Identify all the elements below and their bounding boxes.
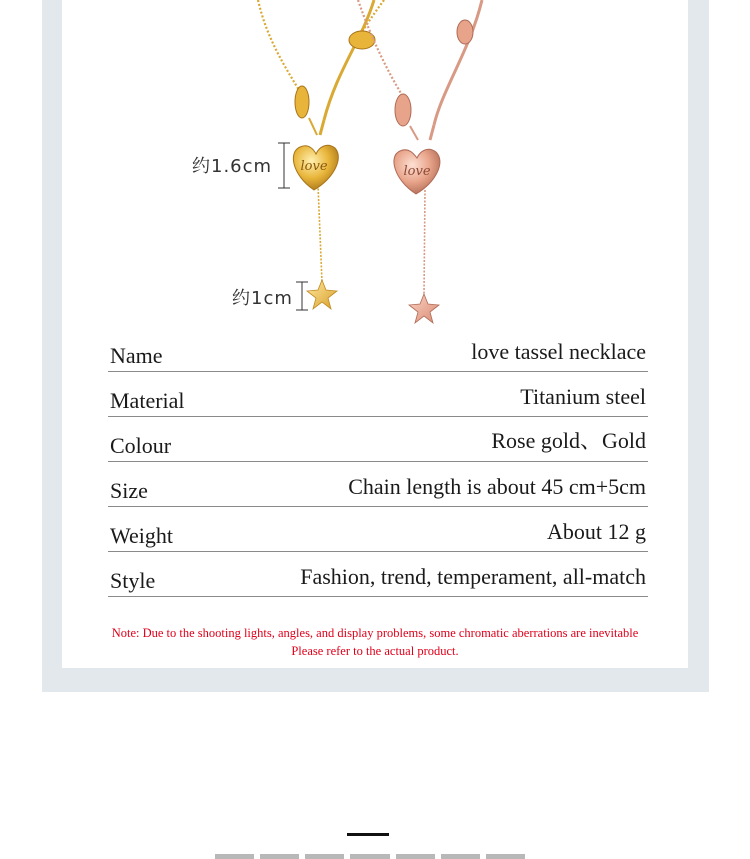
disclaimer-line-1: Note: Due to the shooting lights, angles, and display problems, some chromatic aberrations are inevitable (111, 626, 639, 640)
spec-key: Style (110, 568, 156, 593)
rose-gold-necklace (358, 0, 482, 294)
spec-row-weight (108, 506, 648, 552)
spec-value: Fashion, trend, temperament, all-match (300, 564, 646, 589)
product-card (62, 0, 688, 668)
spec-value: About 12 g (547, 519, 646, 544)
star-charm-icon (307, 280, 337, 309)
svg-text:love: love (300, 159, 328, 174)
spec-key: Weight (110, 523, 173, 548)
rose-heart-pendant-icon (394, 149, 440, 194)
spec-row-colour (108, 416, 648, 462)
spec-key: Name (110, 343, 163, 368)
section-divider (347, 833, 389, 836)
spec-key: Colour (110, 433, 172, 458)
spec-row-size (108, 461, 648, 507)
spec-row-material (108, 371, 648, 417)
spec-key: Material (110, 388, 185, 413)
spec-row-style (108, 551, 648, 597)
spec-row-name (108, 326, 648, 372)
spec-value: Chain length is about 45 cm+5cm (348, 474, 646, 499)
svg-text:love: love (403, 164, 431, 179)
spec-value: love tassel necklace (471, 339, 646, 364)
heart-pendant-icon (293, 145, 338, 190)
next-section-heading-cut (215, 851, 525, 859)
star-size-label: 约1cm (232, 288, 293, 309)
disclaimer-line-2: Please refer to the actual product. (291, 644, 459, 658)
spec-value: Rose gold、Gold (491, 428, 646, 453)
spec-key: Size (110, 478, 148, 503)
pendant-size-label: 约1.6cm (192, 156, 273, 177)
necklace-photo (62, 0, 688, 330)
gold-necklace (258, 0, 384, 282)
spec-value: Titanium steel (520, 384, 646, 409)
rose-star-charm-icon (409, 294, 439, 323)
